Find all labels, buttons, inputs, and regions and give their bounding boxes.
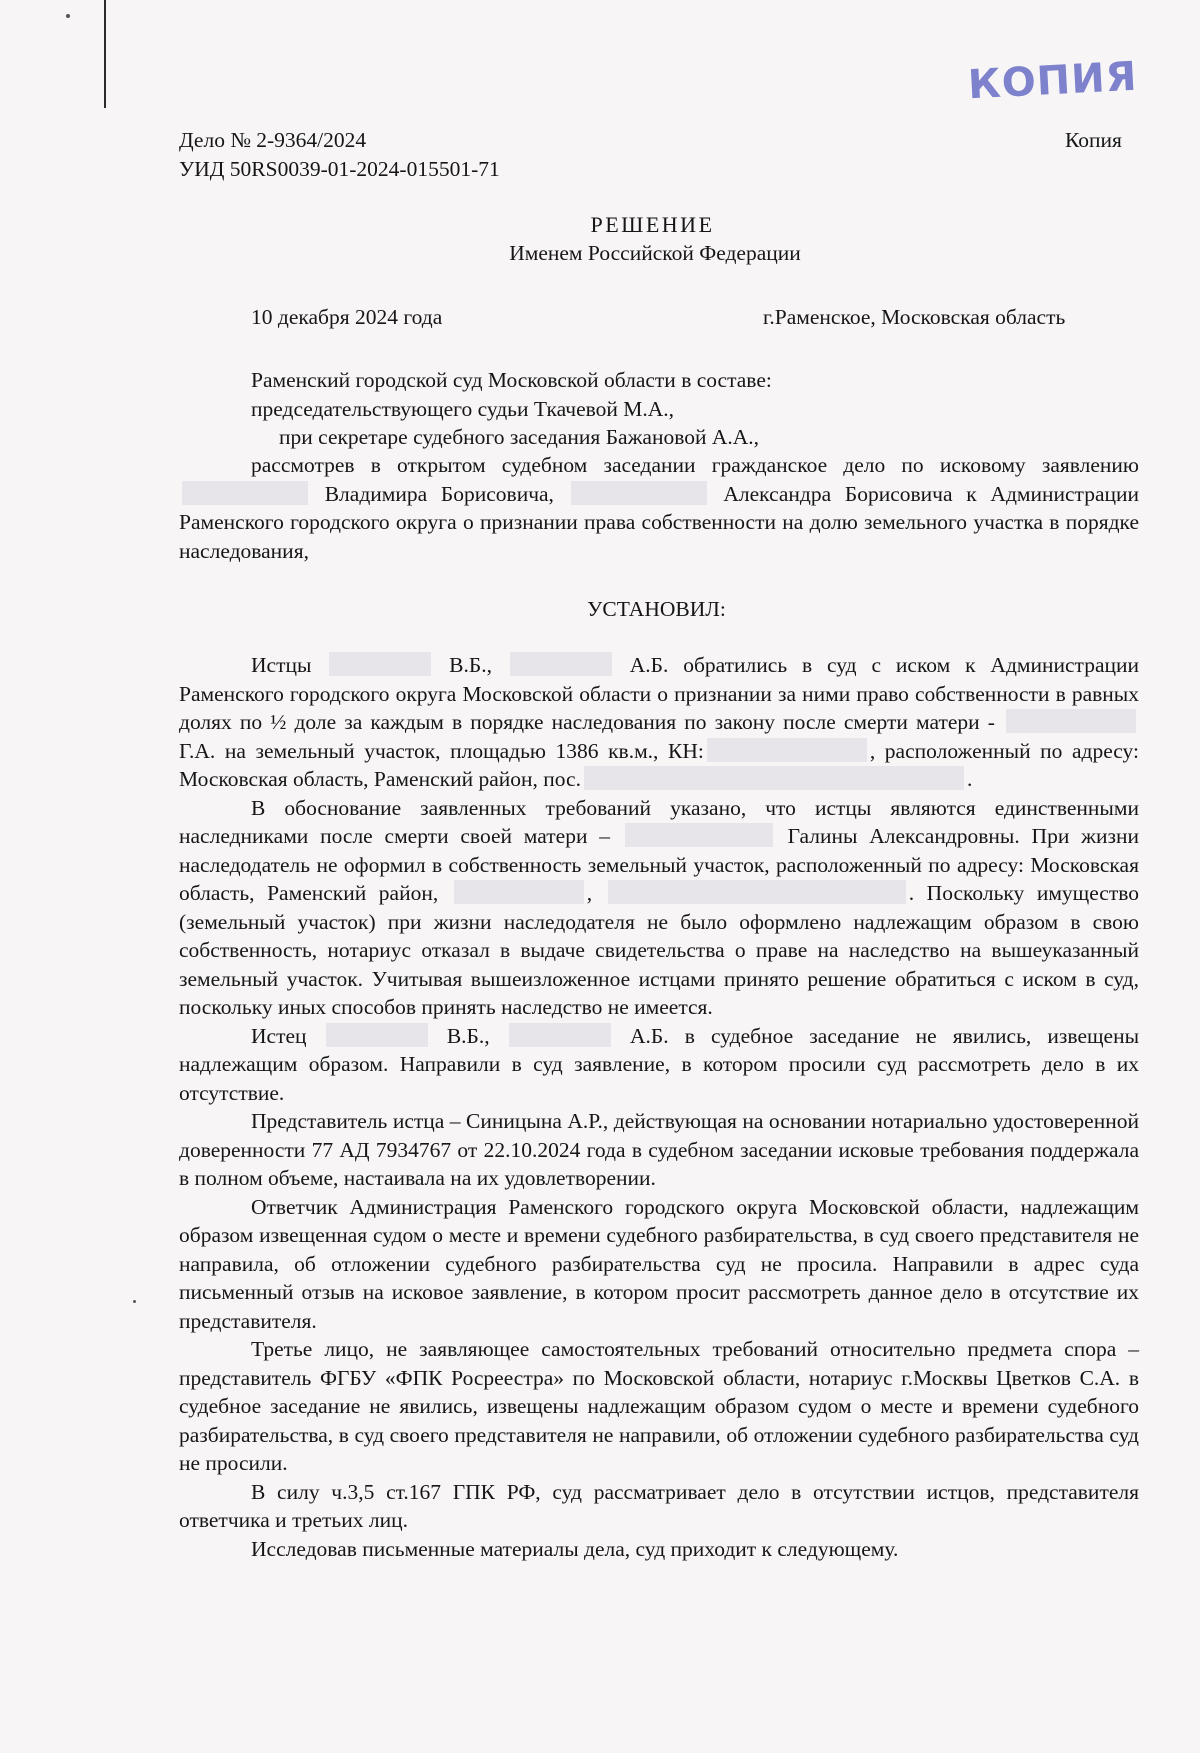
case-uid: УИД 50RS0039-01-2024-015501-71 — [179, 157, 500, 181]
case-number: Дело № 2-9364/2024 — [179, 128, 367, 152]
redacted-surname — [510, 652, 612, 676]
paragraph-third-party: Третье лицо, не заявляющее самостоятельных требований относительно предмета спора – представитель ФГБУ «ФПК Росреестра» по Московской области, нотариус г.Москвы Цветков С.А. в судебное заседание не явились, извещены надлежащим образом судом о месте и времени судебного разбирательства, в суд своего представителя не направили, об отложении судебного разбирательства суд не просили. — [179, 1337, 1139, 1475]
paragraph-defendant: Ответчик Администрация Раменского городского округа Московской области, надлежащим образом извещенная судом о месте и времени судебного разбирательства, в суд своего представителя не направила, об отложении судебного разбирательства суд не просила. Направили в адрес суда письменный отзыв на исковое заявление, в котором просит рассмотреть данное дело в отсутствие их представителя. — [179, 1194, 1139, 1333]
paragraph-plaintiffs-absent: Истец В.Б., А.Б. в судебное заседание не явились, извещены надлежащим образом. Направили в суд заявление, в котором просили суд рассмотреть дело в их отсутствие. — [179, 1023, 1140, 1105]
redacted-surname — [509, 1023, 611, 1047]
redacted-surname — [182, 481, 308, 505]
established-heading: УСТАНОВИЛ: — [587, 597, 726, 621]
decision-place: г.Раменское, Московская область — [763, 305, 1066, 329]
paragraph-representative: Представитель истца – Синицына А.Р., действующая на основании нотариально удостоверенной доверенности 77 АД 7934767 от 22.10.2024 года в судебном заседании исковые требования поддержала в полном объеме, настаивала на их удовлетворении. — [179, 1109, 1139, 1190]
redacted-surname — [329, 652, 431, 676]
decision-body — [179, 651, 1139, 1563]
scan-speck — [133, 1300, 136, 1303]
redacted-surname — [625, 823, 773, 847]
decision-date: 10 декабря 2024 года — [251, 305, 443, 329]
redacted-surname — [326, 1023, 428, 1047]
paragraph-procedure: В силу ч.3,5 ст.167 ГПК РФ, суд рассматривает дело в отсутствии истцов, представителя ответчика и третьих лиц. — [179, 1479, 1139, 1532]
scan-edge-line — [104, 0, 106, 108]
court-line-1: Раменский городской суд Московской области в составе: — [251, 368, 772, 392]
paragraph-grounds: В обоснование заявленных требований указано, что истцы являются единственными наследниками после смерти своей матери – Галины Александровны. При жизни наследодатель не оформил в собственность земельный участок, расположенный по адресу: Московская область, Раменский район, , . Поскольку имущество (земельный участок) при жизни наследодателя не было оформлено надлежащим образом в свою собственность, нотариус отказал в выдаче свидетельства о праве на наследство на вышеуказанный земельный участок. Учитывая вышеизложенное истцами принято решение обратиться с иском в суд, поскольку иных способов принять наследство не имеется. — [179, 795, 1140, 1019]
redacted-surname — [1006, 709, 1136, 733]
intro-paragraph: рассмотрев в открытом судебном заседании гражданское дело по исковому заявлению Владимира Борисовича, Александра Борисовича к Администрации Раменского городского округа о признании права собственности на долю земельного участка в порядке наследования, — [179, 453, 1140, 563]
redacted-address — [608, 880, 906, 904]
redacted-address — [584, 766, 964, 790]
copy-label: Копия — [1065, 128, 1122, 152]
redacted-address — [454, 880, 584, 904]
redacted-cadastral-number — [707, 738, 867, 762]
document-subtitle: Именем Российской Федерации — [509, 241, 801, 265]
scan-speck — [66, 14, 70, 18]
copy-stamp: КОПИЯ — [966, 53, 1139, 109]
paragraph-conclusion-intro: Исследовав письменные материалы дела, суд приходит к следующему. — [251, 1536, 899, 1561]
court-line-3: при секретаре судебного заседания Бажановой А.А., — [279, 425, 760, 449]
document-title: РЕШЕНИЕ — [590, 212, 715, 237]
paragraph-claim: Истцы В.Б., А.Б. обратились в суд с иском к Администрации Раменского городского округа Московской области о признании за ними право собственности в равных долях по ½ доле за каждым в порядке наследования по закону после смерти матери - Г.А. на земельный участок, площадью 1386 кв.м., КН: , расположенный по адресу: Московская область, Раменский район, пос. . — [179, 653, 1140, 791]
redacted-surname — [571, 481, 707, 505]
court-composition — [251, 366, 772, 452]
court-line-2: председательствующего судьи Ткачевой М.А., — [251, 396, 675, 421]
